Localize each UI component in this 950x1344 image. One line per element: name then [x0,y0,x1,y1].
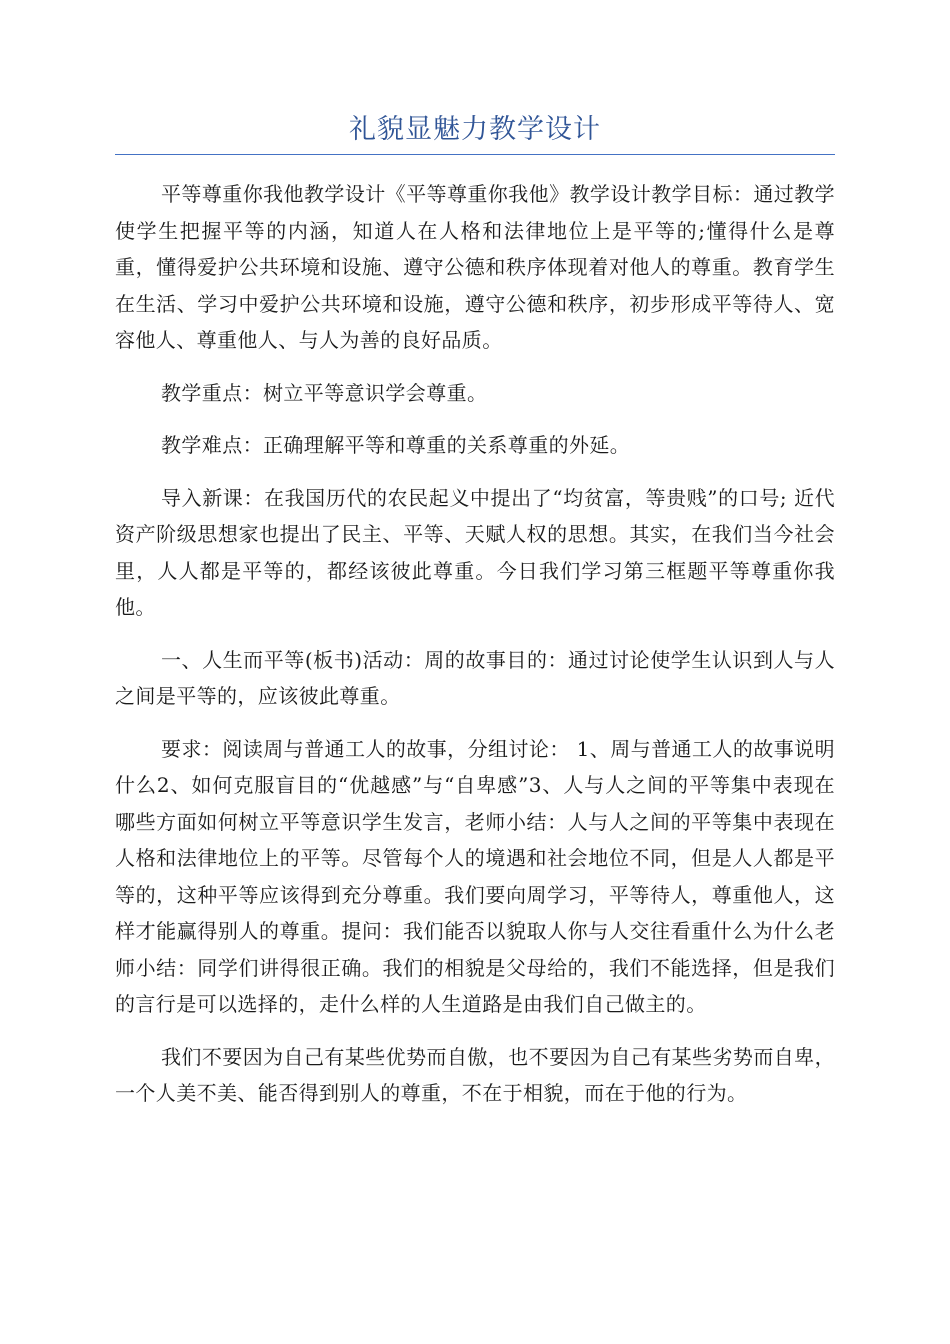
paragraph-section-one: 一、人生而平等(板书)活动：周的故事目的：通过讨论使学生认识到人与人之间是平等的，应该彼此尊重。 [115,647,835,708]
paragraph-difficulty: 教学难点：正确理解平等和尊重的关系尊重的外延。 [161,433,631,457]
paragraph-introduction: 导入新课：在我国历代的农民起义中提出了“均贫富，等贵贱”的口号; 近代资产阶级思想家也提出了民主、平等、天赋人权的思想。其实，在我们当今社会里，人人都是平等的，都经该彼此尊重。今日我们学习第三框题平等尊重你我他。 [115,485,835,619]
document-title: 礼貌显魅力教学设计 [349,114,601,145]
paragraph-key-point: 教学重点：树立平等意识学会尊重。 [161,380,488,405]
document-body [115,176,835,1112]
paragraph-requirements: 要求：阅读周与普通工人的故事，分组讨论： 1、周与普通工人的故事说明什么2、如何克服盲目的“优越感”与“自卑感”3、人与人之间的平等集中表现在哪些方面如何树立平等意识学生发言，老师小结：人与人之间的平等集中表现在人格和法律地位上的平等。尽管每个人的境遇和社会地位不同，但是人人都是平等的，这种平等应该得到充分尊重。我们要向周学习，平等待人，尊重他人，这样才能赢得别人的尊重。提问：我们能否以貌取人你与人交往看重什么为什么老师小结：同学们讲得很正确。我们的相貌是父母给的，我们不能选择，但是我们的言行是可以选择的，走什么样的人生道路是由我们自己做主的。 [115,736,835,1016]
paragraph-objectives: 平等尊重你我他教学设计《平等尊重你我他》教学设计教学目标：通过教学使学生把握平等的内涵，知道人在人格和法律地位上是平等的;懂得什么是尊重，懂得爱护公共环境和设施、遵守公德和秩序体现着对他人的尊重。教育学生在生活、学习中爱护公共环境和设施，遵守公德和秩序，初步形成平等待人、宽容他人、尊重他人、与人为善的良好品质。 [115,182,835,352]
document-page [115,108,835,1128]
paragraph-conclusion: 我们不要因为自己有某些优势而自傲，也不要因为自己有某些劣势而自卑，一个人美不美、能否得到别人的尊重，不在于相貌，而在于他的行为。 [115,1044,835,1105]
title-underline [115,154,835,155]
